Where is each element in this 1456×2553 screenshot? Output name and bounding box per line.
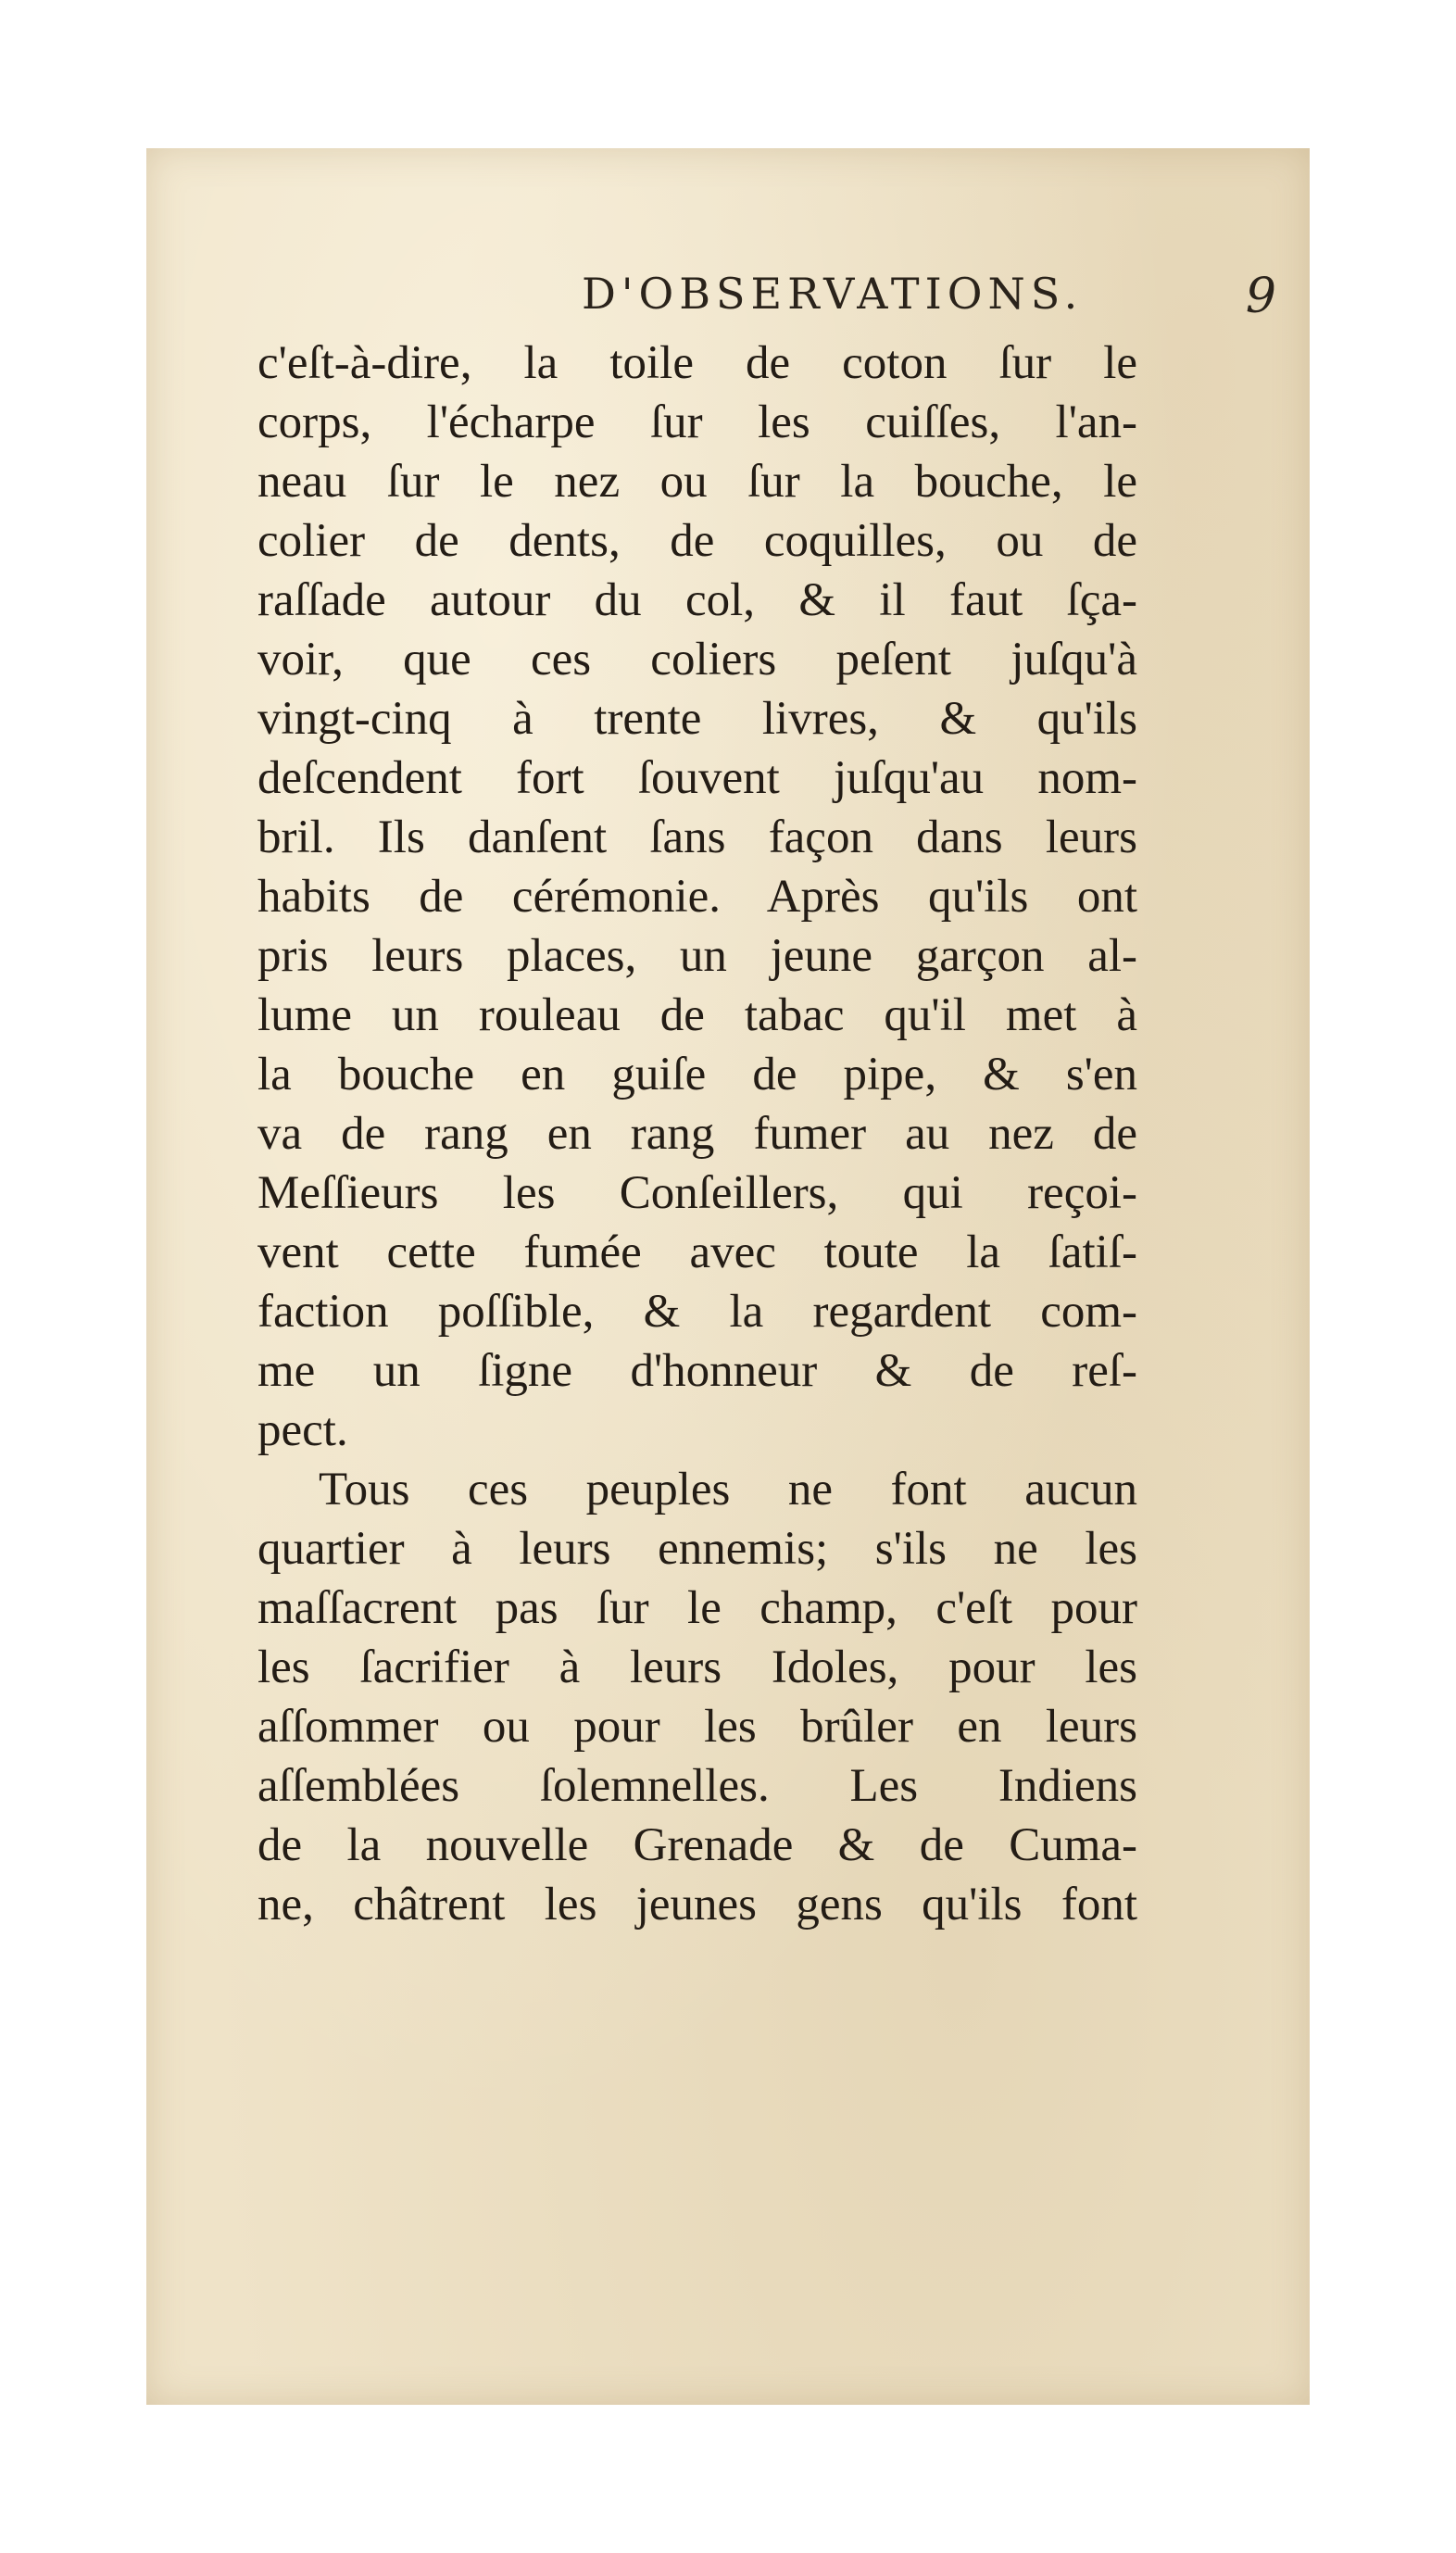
text-line: maſſacrent pas ſur le champ, c'eſt pour <box>257 1582 1137 1634</box>
text-line: aſſemblées ſolemnelles. Les Indiens <box>257 1760 1137 1812</box>
text-line: aſſommer ou pour les brûler en leurs <box>257 1701 1137 1753</box>
text-line: de la nouvelle Grenade & de Cuma- <box>257 1819 1137 1871</box>
text-line: les ſacrifier à leurs Idoles, pour les <box>257 1641 1137 1693</box>
page-header <box>424 269 1276 333</box>
body-text <box>257 333 1137 1934</box>
text-line: lume un rouleau de tabac qu'il met à <box>257 989 1137 1041</box>
text-line: faction poſſible, & la regardent com- <box>257 1286 1137 1338</box>
text-line: pris leurs places, un jeune garçon al- <box>257 930 1137 982</box>
text-line: voir, que ces coliers peſent juſqu'à <box>257 634 1137 685</box>
text-line: vent cette fumée avec toute la ſatiſ- <box>257 1226 1137 1278</box>
text-line: me un ſigne d'honneur & de reſ- <box>257 1345 1137 1397</box>
page-number: 9 <box>1245 269 1276 324</box>
text-line: pect. <box>257 1404 348 1456</box>
text-line: c'eſt-à-dire, la toile de coton ſur le <box>257 337 1137 389</box>
text-line: Meſſieurs les Conſeillers, qui reçoi- <box>257 1167 1137 1219</box>
text-line: raſſade autour du col, & il faut ſça- <box>257 574 1137 626</box>
text-line: va de rang en rang fumer au nez de <box>257 1108 1137 1160</box>
paragraph-1 <box>257 333 1137 1460</box>
text-line: colier de dents, de coquilles, ou de <box>257 515 1137 567</box>
text-line: bril. Ils danſent ſans façon dans leurs <box>257 811 1137 863</box>
text-line: deſcendent fort ſouvent juſqu'au nom- <box>257 752 1137 804</box>
running-head: D'OBSERVATIONS. <box>582 269 1084 319</box>
text-line: vingt-cinq à trente livres, & qu'ils <box>257 693 1137 745</box>
text-line: habits de cérémonie. Après qu'ils ont <box>257 871 1137 923</box>
book-page <box>146 148 1310 2405</box>
text-line: la bouche en guiſe de pipe, & s'en <box>257 1049 1137 1100</box>
text-line: Tous ces peuples ne font aucun <box>319 1464 1137 1515</box>
text-line: corps, l'écharpe ſur les cuiſſes, l'an- <box>257 396 1137 448</box>
text-line: quartier à leurs ennemis; s'ils ne les <box>257 1523 1137 1575</box>
paragraph-2 <box>257 1460 1137 1934</box>
text-line: ne, châtrent les jeunes gens qu'ils font <box>257 1879 1137 1930</box>
text-line: neau ſur le nez ou ſur la bouche, le <box>257 456 1137 508</box>
